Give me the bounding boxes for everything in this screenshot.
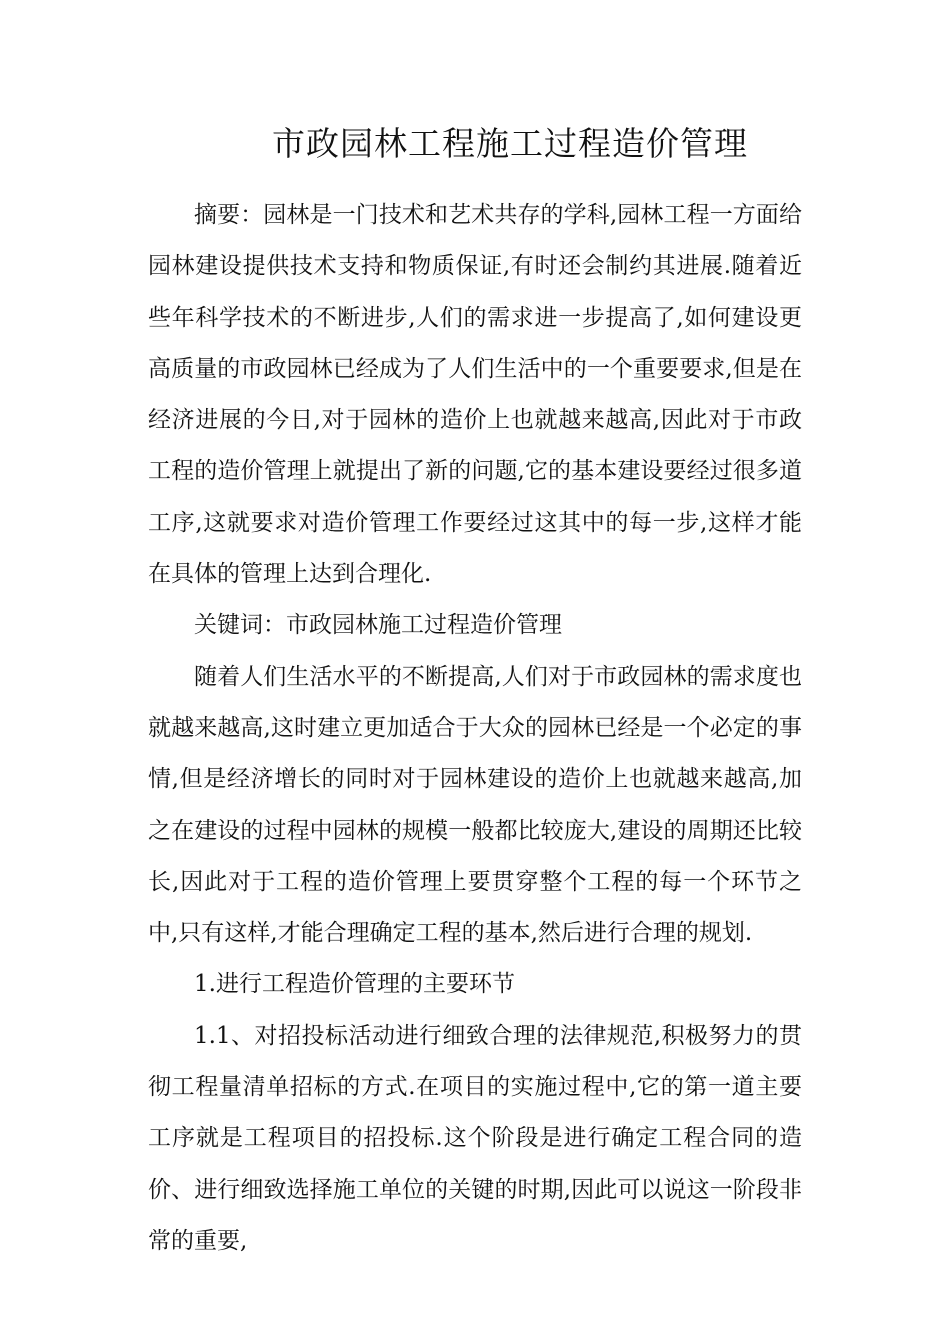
intro-paragraph: 随着人们生活水平的不断提高,人们对于市政园林的需求度也就越来越高,这时建立更加适合于大众的园林已经是一个必定的事情,但是经济增长的同时对于园林建设的造价上也就越来越高,加之在建设的过程中园林的规模一般都比较庞大,建设的周期还比较长,因此对于工程的造价管理上要贯穿整个工程的每一个环节之中,只有这样,才能合理确定工程的基本,然后进行合理的规划. — [148, 663, 802, 947]
section-heading: 1.进行工程造价管理的主要环节 — [194, 971, 515, 998]
document-body — [148, 190, 802, 1267]
section-paragraph: 1.1、对招投标活动进行细致合理的法律规范,积极努力的贯彻工程量清单招标的方式.在项目的实施过程中,它的第一道主要工序就是工程项目的招投标.这个阶段是进行确定工程合同的造价、进行细致选择施工单位的关键的时期,因此可以说这一阶段非常的重要, — [148, 1022, 802, 1254]
keywords-paragraph: 关键词：市政园林施工过程造价管理 — [194, 612, 562, 639]
abstract-paragraph: 摘要：园林是一门技术和艺术共存的学科,园林工程一方面给园林建设提供技术支持和物质保证,有时还会制约其进展.随着近些年科学技术的不断进步,人们的需求进一步提高了,如何建设更高质量的市政园林已经成为了人们生活中的一个重要要求,但是在经济进展的今日,对于园林的造价上也就越来越高,因此对于市政工程的造价管理上就提出了新的问题,它的基本建设要经过很多道工序,这就要求对造价管理工作要经过这其中的每一步,这样才能在具体的管理上达到合理化. — [148, 202, 802, 588]
document-title: 市政园林工程施工过程造价管理 — [272, 124, 748, 163]
